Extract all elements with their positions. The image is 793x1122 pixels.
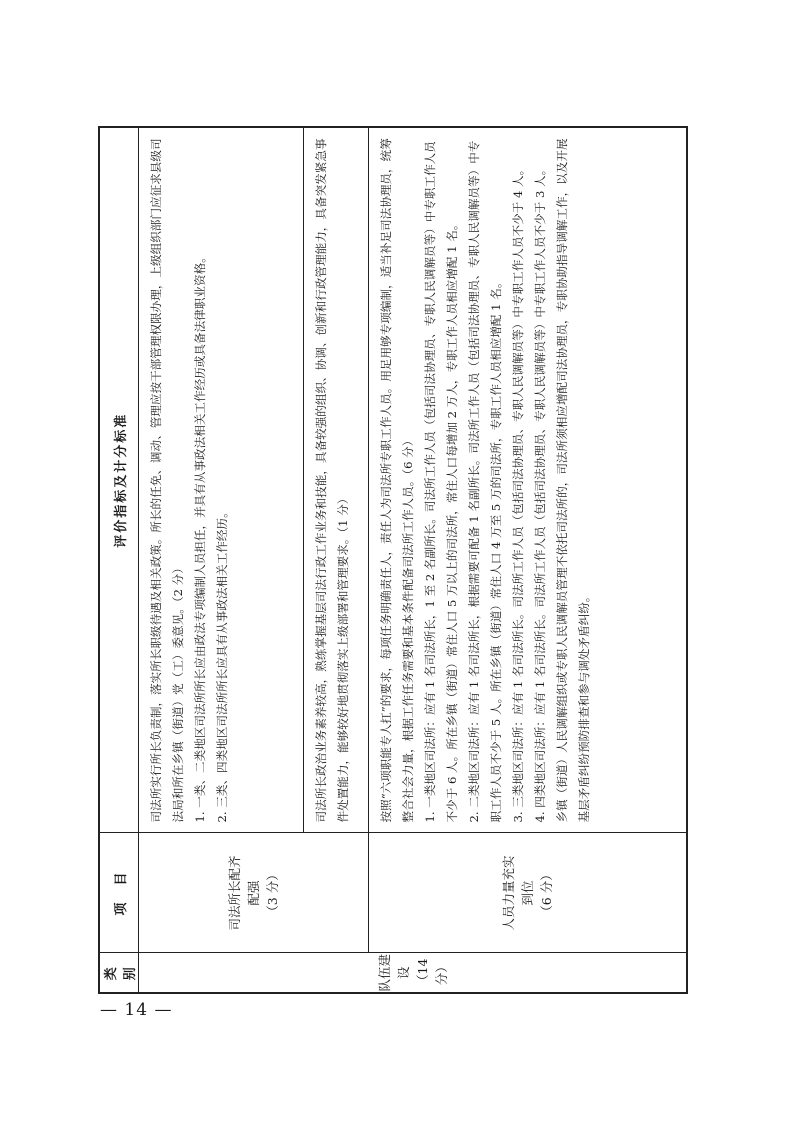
standard-paragraph: 1. 一类、二类地区司法所所长应由政法专项编制人员担任，并具有从事政法相关工作经历或具备法律职业资格。 — [193, 251, 207, 823]
standard-paragraph: 司法所长政治业务素养较高，熟练掌握基层司法行政工作业务和技能，具备较强的组织、协调、创新和行政管理能力，具备突发紧急事件处置能力，能够较好地贯彻落实上级部署和管理要求。（1 分） — [314, 138, 350, 823]
standard-cell — [304, 127, 369, 833]
table-row — [369, 127, 688, 993]
table-row — [139, 127, 304, 993]
standard-paragraph: 2. 二类地区司法所：应有 1 名司法所长，根据需要可配备 1 名副所长。司法所工作人员（包括司法协理员、专职人民调解员等）中专职工作人员不少于 5 人。所在乡镇（街道）常住人口 4 万至 5 万的司法所，专职工作人员相应增配 1 名。 — [467, 140, 503, 823]
item-name: 人员力量充实到位 — [501, 855, 535, 931]
item-cell — [139, 833, 369, 953]
standard-paragraph: 司法所实行所长负责制，落实所长职级待遇及相关政策。所长的任免、调动、管理应按干部管理权限办理，上级组织部门应征求县级司法局和所在乡镇（街道）党（工）委意见。（2 分） — [149, 138, 185, 823]
table-header-row — [99, 127, 139, 993]
standard-paragraph: 3. 三类地区司法所：应有 1 名司法所长。司法所工作人员（包括司法协理员、专职人民调解员等）中专职工作人员不少于 4 人。 — [511, 163, 525, 823]
standard-paragraph: 4. 四类地区司法所：应有 1 名司法所长。司法所工作人员（包括司法协理员、专职人民调解员等）中专职工作人员不少于 3 人。 — [533, 163, 547, 823]
item-name: 司法所长配齐配强 — [227, 855, 261, 931]
header-category: 类 别 — [99, 953, 139, 993]
evaluation-table — [98, 126, 688, 994]
category-cell — [139, 953, 688, 993]
category-score: （14 分） — [414, 958, 449, 987]
item-cell — [369, 833, 688, 953]
standard-cell — [139, 127, 304, 833]
standard-paragraph: 2. 三类、四类地区司法所所长应具有从事政法相关工作经历。 — [215, 506, 229, 823]
header-standard: 评价指标及计分标准 — [99, 127, 139, 833]
rotated-page-content — [98, 126, 688, 994]
category-name: 队伍建设 — [376, 954, 411, 992]
standard-paragraph: 1. 一类地区司法所：应有 1 名司法所长，1 至 2 名副所长。司法所工作人员（包括司法协理员、专职人民调解员等）中专职工作人员不少于 6 人。所在乡镇（街道）常住人口 5 万以上的司法所，常住人口每增加 2 万人，专职工作人员相应增配 1 名。 — [423, 141, 459, 823]
standard-paragraph: 乡镇（街道）人民调解组织或专职人民调解员管理不依托司法所的，司法所须相应增配司法协理员，专职协助指导调解工作，以及开展基层矛盾纠纷预防排查和参与调处矛盾纠纷。 — [555, 138, 591, 823]
standard-paragraph: 按照“六项职能专人扛”的要求，每项任务明确责任人，责任人为司法所专职工作人员。用足用够专项编制，适当补足司法协理员，统筹整合社会力量，根据工作任务需要和基本条件配备司法所工作人员。（6 分） — [379, 138, 415, 823]
standard-cell — [369, 127, 688, 833]
header-item: 项 目 — [99, 833, 139, 953]
item-score: （6 分） — [539, 868, 554, 918]
page-number: — 14 — — [100, 1000, 173, 1020]
item-score: （3 分） — [265, 868, 280, 918]
